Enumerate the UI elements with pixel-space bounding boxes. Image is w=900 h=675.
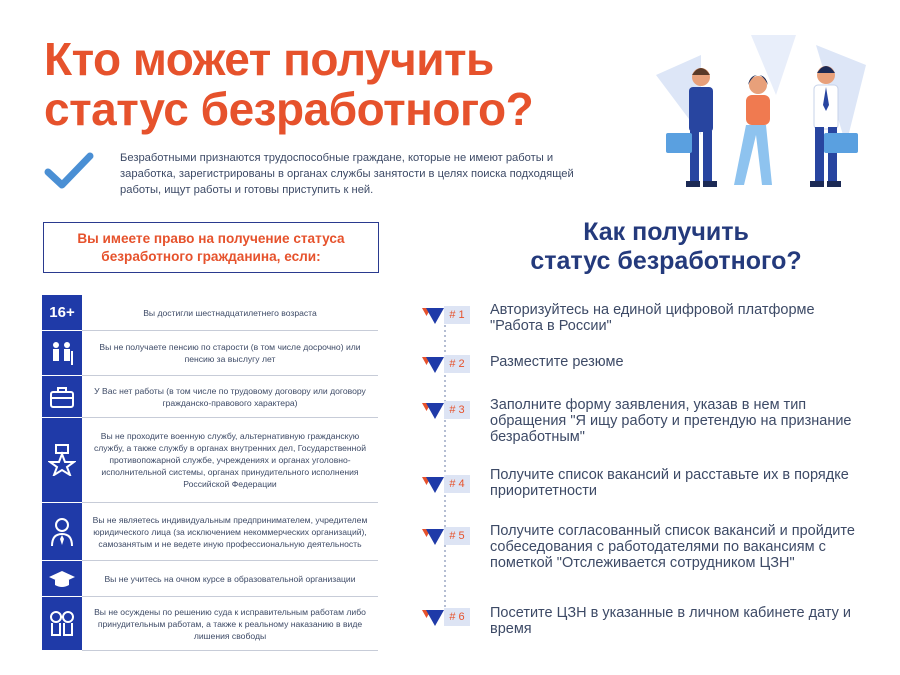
step-number: # 6 bbox=[444, 608, 470, 626]
intro-text: Безработными признаются трудоспособные граждане, которые не имеют работы и заработка, зарегистрированы в органах службы занятости в целях поиска подходящей работы, ищут работы и готовы приступить к ней. bbox=[120, 152, 574, 196]
condition-row bbox=[42, 295, 378, 331]
rights-line1: Вы имеете право на получение статуса bbox=[77, 230, 345, 246]
how-title-line1: Как получить bbox=[583, 218, 749, 246]
page-title-line1: Кто может получить bbox=[44, 33, 494, 85]
elderly-couple-icon bbox=[42, 331, 82, 376]
military-star-icon bbox=[42, 418, 82, 503]
condition-row bbox=[42, 503, 378, 561]
condition-text: Вы не учитесь на очном курсе в образовательной организации bbox=[82, 561, 378, 597]
graduation-cap-icon bbox=[42, 561, 82, 597]
step-badge bbox=[422, 355, 472, 373]
age-label: 16+ bbox=[49, 304, 75, 321]
checkmark-icon bbox=[44, 150, 94, 192]
step-badge bbox=[422, 527, 472, 545]
conditions-list bbox=[42, 295, 378, 651]
step-badge bbox=[422, 401, 472, 419]
condition-row bbox=[42, 597, 378, 651]
condition-text: Вы не проходите военную службу, альтернативную гражданскую службу, а также службу в органах внутренних дел, Государственной противопожарной службе, учреждениях и органах уголовно-исполнительной системы, органах принудительного исполнения Российской Федерации bbox=[82, 418, 378, 503]
step-number: # 2 bbox=[444, 355, 470, 373]
step-badge bbox=[422, 608, 472, 626]
condition-text: Вы не получаете пенсию по старости (в том числе досрочно) или пенсию за выслугу лет bbox=[82, 331, 378, 376]
condition-row bbox=[42, 561, 378, 597]
step-number: # 4 bbox=[444, 475, 470, 493]
step-badge bbox=[422, 306, 472, 324]
condition-row bbox=[42, 376, 378, 418]
how-title-line2: статус безработного? bbox=[530, 247, 802, 275]
rights-line2: безработного гражданина, если: bbox=[101, 248, 321, 264]
handcuffs-icon bbox=[42, 597, 82, 651]
age-16-icon bbox=[42, 295, 82, 331]
step-number: # 3 bbox=[444, 401, 470, 419]
step-number: # 1 bbox=[444, 306, 470, 324]
condition-row bbox=[42, 418, 378, 503]
entrepreneur-icon bbox=[42, 503, 82, 561]
step-text: Авторизуйтесь на единой цифровой платформе "Работа в России" bbox=[490, 302, 815, 334]
step-text: Посетите ЦЗН в указанные в личном кабинете дату и время bbox=[490, 605, 851, 637]
people-illustration bbox=[656, 35, 866, 195]
step-text: Получите список вакансий и расставьте их в порядке приоритетности bbox=[490, 467, 849, 499]
condition-text: У Вас нет работы (в том числе по трудовому договору или договору гражданско-правового характера) bbox=[82, 376, 378, 418]
condition-row bbox=[42, 331, 378, 376]
step-text: Получите согласованный список вакансий и пройдите собеседования с работодателями по вакансиям с пометкой "Отслеживается сотрудником ЦЗН" bbox=[490, 523, 855, 571]
step-text: Заполните форму заявления, указав в нем тип обращения "Я ищу работу и претендую на признание безработным" bbox=[490, 397, 852, 445]
rights-heading bbox=[77, 230, 344, 266]
condition-text: Вы не являетесь индивидуальным предпринимателем, учредителем юридического лица (за исключением некоммерческих организаций), самозанятым и не ведете иную профессиональную деятельность bbox=[82, 503, 378, 561]
page-title-line2: статус безработного? bbox=[44, 83, 534, 135]
how-title bbox=[476, 218, 856, 276]
condition-text: Вы достигли шестнадцатилетнего возраста bbox=[82, 295, 378, 331]
step-text: Разместите резюме bbox=[490, 354, 624, 370]
condition-text: Вы не осуждены по решению суда к исправительным работам либо принудительным работам, а также к реальному наказанию в виде лишения свободы bbox=[82, 597, 378, 651]
step-badge bbox=[422, 475, 472, 493]
page-title bbox=[44, 34, 533, 134]
rights-box bbox=[43, 222, 379, 273]
step-number: # 5 bbox=[444, 527, 470, 545]
briefcase-icon bbox=[42, 376, 82, 418]
